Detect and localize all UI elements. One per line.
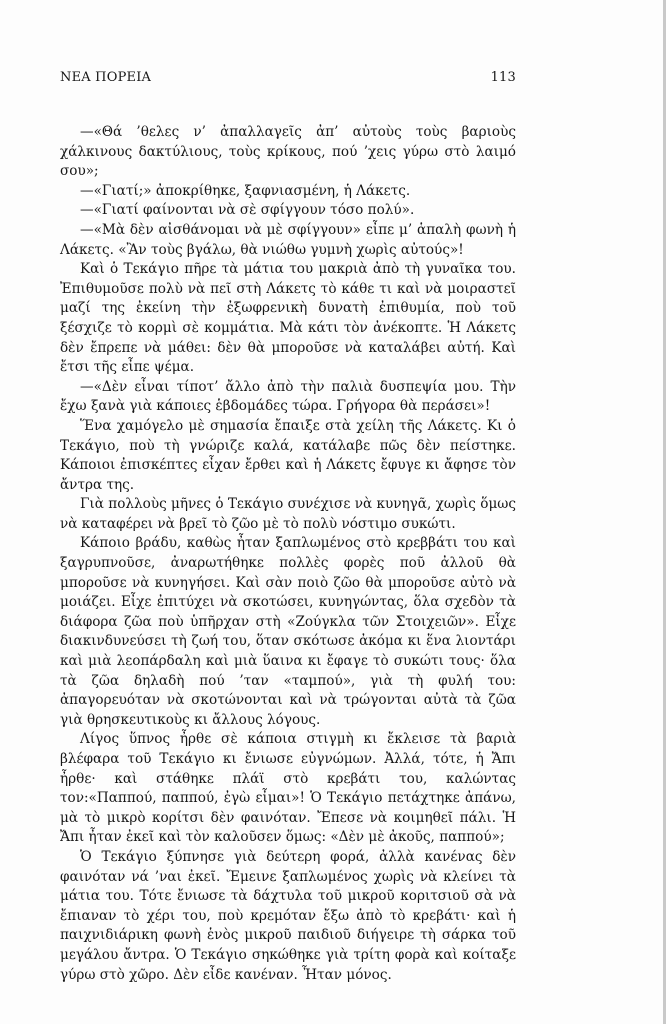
paragraph: —«Δὲν εἶναι τίποτ’ ἄλλο ἀπὸ τὴν παλιὰ δυσπεψία μου. Τὴν ἔχω ξανὰ γιὰ κάποιες ἑβδομάδες τώρα. Γρήγορα θὰ περάσει»! — [60, 378, 516, 415]
running-header — [60, 70, 516, 85]
page-number: 113 — [490, 70, 516, 85]
paragraph: —«Γιατί φαίνονται νὰ σὲ σφίγγουν τόσο πολύ». — [80, 202, 415, 219]
paragraph: Ἕνα χαμόγελο μὲ σημασία ἔπαιξε στὰ χείλη τῆς Λάκετς. Κι ὁ Τεκάγιο, ποὺ τὴ γνώριζε καλά, κατάλαβε πῶς δὲν πείστηκε. Κάποιοι ἐπισκέπτες εἶχαν ἔρθει καὶ ἡ Λάκετς ἔφυγε κι ἄφησε τὸν ἄντρα της. — [60, 417, 516, 493]
paragraph: Λίγος ὕπνος ἦρθε σὲ κάποια στιγμὴ κι ἔκλεισε τὰ βαριὰ βλέφαρα τοῦ Τεκάγιο κι ἔνιωσε εὐγνώμων. Ἀλλά, τότε, ἡ Ἄπι ἦρθε· καὶ στάθηκε πλάϊ στὸ κρεβάτι του, καλώντας τον:«Παππού, παππού, ἐγὼ εἶμαι»! Ὁ Τεκάγιο πετάχτηκε ἀπάνω, μὰ τὸ μικρὸ κορίτσι δὲν φαινόταν. Ἔπεσε νὰ κοιμηθεῖ πάλι. Ἡ Ἄπι ἦταν ἐκεῖ καὶ τὸν καλοῦσεν ὅμως: «Δὲν μὲ ἀκοῦς, παππού»; — [60, 731, 516, 846]
running-title: ΝΕΑ ΠΟΡΕΙΑ — [60, 70, 152, 85]
paragraph: Κάποιο βράδυ, καθὼς ἦταν ξαπλωμένος στὸ κρεββάτι του καὶ ξαγρυπνοῦσε, ἀναρωτήθηκε πολλὲς φορὲς ποῦ ἀλλοῦ θὰ μποροῦσε νὰ κυνηγήσει. Καὶ σὰν ποιὸ ζῶο θὰ μποροῦσε αὐτὸ νὰ μοιάζει. Εἶχε ἐπιτύχει νὰ σκοτώσει, κυνηγώντας, ὅλα σχεδὸν τὰ διάφορα ζῶα ποὺ ὑπῆρχαν στὴ «Ζούγκλα τῶν Στοιχειῶν». Εἶχε διακινδυνεύσει τὴ ζωή του, ὅταν σκότωσε ἀκόμα κι ἕνα λιοντάρι καὶ μιὰ λεοπάρδαλη καὶ μιὰ ὕαινα κι ἔφαγε τὸ συκώτι τους· ὅλα τὰ ζῶα δηλαδὴ πού ’ταν «ταμπού», γιὰ τὴ φυλή του: ἀπαγορευόταν νὰ σκοτώνονται καὶ νὰ τρώγονται αὐτὰ τὰ ζῶα γιὰ θρησκευτικοὺς κι ἄλλους λόγους. — [60, 535, 516, 728]
paragraph: —«Γιατί;» ἀποκρίθηκε, ξαφνιασμένη, ἡ Λάκετς. — [80, 182, 411, 199]
paragraph: —«Μὰ δὲν αἰσθάνομαι νὰ μὲ σφίγγουν» εἶπε μ’ ἁπαλὴ φωνὴ ἡ Λάκετς. «Ἂν τοὺς βγάλω, θὰ νιώθω γυμνὴ χωρὶς αὐτούς»! — [60, 221, 516, 258]
body-text — [60, 123, 516, 985]
paragraph: Ὁ Τεκάγιο ξύπνησε γιὰ δεύτερη φορά, ἀλλὰ κανένας δὲν φαινόταν νά ’ναι ἐκεῖ. Ἔμεινε ξαπλωμένος χωρὶς νὰ κλείνει τὰ μάτια του. Τότε ἔνιωσε τὰ δάχτυλα τοῦ μικροῦ κοριτσιοῦ σὰ νὰ ἔπιαναν τὸ χέρι του, ποὺ κρεμόταν ἔξω ἀπὸ τὸ κρεβάτι· καὶ ἡ παιχνιδιάρικη φωνὴ ἑνὸς μικροῦ παιδιοῦ διήγειρε τὴ σάρκα τοῦ μεγάλου ἄντρα. Ὁ Τεκάγιο σηκώθηκε γιὰ τρίτη φορὰ καὶ κοίταξε γύρω στὸ χῶρο. Δὲν εἶδε κανέναν. Ἦταν μόνος. — [60, 848, 516, 983]
paragraph: Καὶ ὁ Τεκάγιο πῆρε τὰ μάτια του μακριὰ ἀπὸ τὴ γυναῖκα του. Ἐπιθυμοῦσε πολὺ νὰ πεῖ στὴ Λάκετς τὸ κάθε τι καὶ νὰ μοιραστεῖ μαζί της ἐκείνη τὴν ἐξωφρενικὴ δυνατὴ ἐπιθυμία, ποὺ τοῦ ξέσχιζε τὸ κορμὶ σὲ κομμάτια. Μὰ κάτι τὸν ἀνέκοπτε. Ἡ Λάκετς δὲν ἔπρεπε νὰ μάθει: δὲν θὰ μποροῦσε νὰ καταλάβει αὐτή. Καὶ ἔτσι τῆς εἶπε ψέμα. — [60, 261, 516, 376]
paragraph: —«Θά ’θελες ν’ ἀπαλλαγεῖς ἀπ’ αὐτοὺς τοὺς βαριοὺς χάλκινους δακτύλιους, τοὺς κρίκους, πού ’χεις γύρω στὸ λαιμό σου»; — [60, 124, 516, 180]
paragraph: Γιὰ πολλοὺς μῆνες ὁ Τεκάγιο συνέχισε νὰ κυνηγᾶ, χωρὶς ὅμως νὰ καταφέρει νὰ βρεῖ τὸ ζῶο μὲ τὸ πολὺ νόστιμο συκώτι. — [60, 496, 516, 532]
